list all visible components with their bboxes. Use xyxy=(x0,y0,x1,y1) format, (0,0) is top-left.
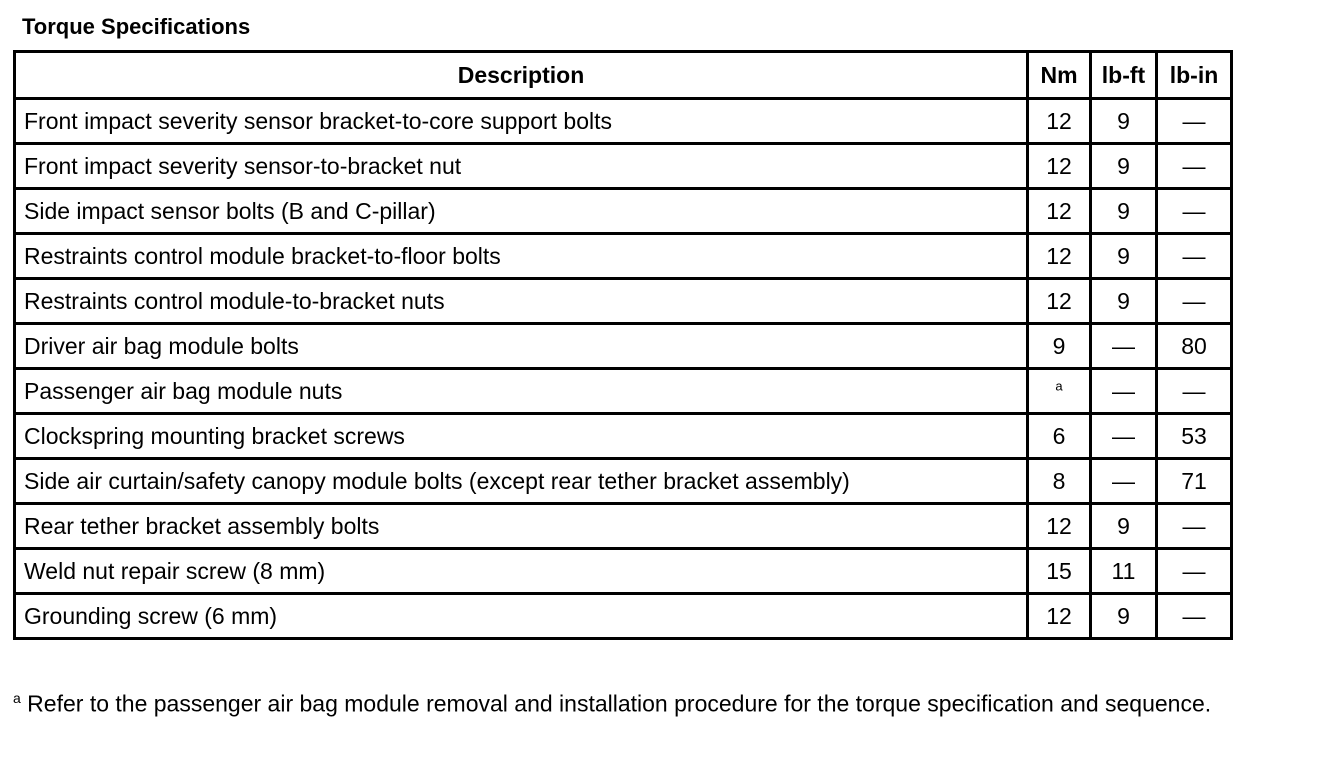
cell-lb-ft: 9 xyxy=(1091,594,1157,639)
table-row xyxy=(15,279,1232,324)
header-description: Description xyxy=(15,52,1028,99)
cell-lb-in: — xyxy=(1157,189,1232,234)
cell-description: Weld nut repair screw (8 mm) xyxy=(15,549,1028,594)
table-row xyxy=(15,594,1232,639)
cell-lb-ft: 11 xyxy=(1091,549,1157,594)
cell-description: Driver air bag module bolts xyxy=(15,324,1028,369)
footnote-ref: a xyxy=(1055,377,1063,393)
cell-lb-in: 53 xyxy=(1157,414,1232,459)
cell-description: Passenger air bag module nuts xyxy=(15,369,1028,414)
cell-description: Side impact sensor bolts (B and C-pillar) xyxy=(15,189,1028,234)
footnote xyxy=(13,683,1343,720)
cell-lb-in: — xyxy=(1157,504,1232,549)
table-row xyxy=(15,99,1232,144)
cell-lb-in: — xyxy=(1157,279,1232,324)
cell-lb-ft: 9 xyxy=(1091,99,1157,144)
table-row xyxy=(15,459,1232,504)
cell-lb-ft: 9 xyxy=(1091,504,1157,549)
table-row xyxy=(15,189,1232,234)
cell-description: Restraints control module-to-bracket nuts xyxy=(15,279,1028,324)
cell-nm: 12 xyxy=(1028,279,1091,324)
cell-lb-ft: — xyxy=(1091,324,1157,369)
cell-lb-in: 80 xyxy=(1157,324,1232,369)
cell-description: Restraints control module bracket-to-floor bolts xyxy=(15,234,1028,279)
cell-description: Front impact severity sensor-to-bracket nut xyxy=(15,144,1028,189)
torque-spec-table xyxy=(13,50,1233,640)
cell-lb-in: — xyxy=(1157,234,1232,279)
cell-lb-ft: 9 xyxy=(1091,189,1157,234)
cell-description: Front impact severity sensor bracket-to-core support bolts xyxy=(15,99,1028,144)
cell-description: Clockspring mounting bracket screws xyxy=(15,414,1028,459)
table-row xyxy=(15,369,1232,414)
cell-description: Rear tether bracket assembly bolts xyxy=(15,504,1028,549)
cell-lb-ft: 9 xyxy=(1091,234,1157,279)
cell-nm: 12 xyxy=(1028,234,1091,279)
header-lb-ft: lb-ft xyxy=(1091,52,1157,99)
cell-lb-ft: 9 xyxy=(1091,144,1157,189)
header-lb-in: lb-in xyxy=(1157,52,1232,99)
table-row xyxy=(15,144,1232,189)
page-title: Torque Specifications xyxy=(22,14,251,39)
cell-lb-in: — xyxy=(1157,99,1232,144)
cell-nm: 9 xyxy=(1028,324,1091,369)
cell-nm: 12 xyxy=(1028,189,1091,234)
cell-description: Side air curtain/safety canopy module bolts (except rear tether bracket assembly) xyxy=(15,459,1028,504)
cell-nm: 12 xyxy=(1028,504,1091,549)
footnote-text: Refer to the passenger air bag module removal and installation procedure for the torque specification and sequence. xyxy=(20,690,1212,717)
cell-nm xyxy=(1028,369,1091,414)
table-row xyxy=(15,414,1232,459)
cell-lb-in: — xyxy=(1157,144,1232,189)
table-header-row xyxy=(15,52,1232,99)
cell-lb-in: — xyxy=(1157,549,1232,594)
cell-lb-ft: — xyxy=(1091,369,1157,414)
table-row xyxy=(15,504,1232,549)
cell-lb-in: — xyxy=(1157,369,1232,414)
cell-lb-ft: — xyxy=(1091,414,1157,459)
cell-nm: 6 xyxy=(1028,414,1091,459)
cell-nm: 15 xyxy=(1028,549,1091,594)
table-row xyxy=(15,549,1232,594)
cell-nm: 12 xyxy=(1028,594,1091,639)
cell-lb-ft: — xyxy=(1091,459,1157,504)
table-row xyxy=(15,324,1232,369)
cell-description: Grounding screw (6 mm) xyxy=(15,594,1028,639)
header-nm: Nm xyxy=(1028,52,1091,99)
cell-nm: 12 xyxy=(1028,144,1091,189)
cell-lb-ft: 9 xyxy=(1091,279,1157,324)
cell-nm: 12 xyxy=(1028,99,1091,144)
cell-lb-in: — xyxy=(1157,594,1232,639)
cell-lb-in: 71 xyxy=(1157,459,1232,504)
cell-nm: 8 xyxy=(1028,459,1091,504)
table-row xyxy=(15,234,1232,279)
footnote-marker: a xyxy=(13,690,21,706)
